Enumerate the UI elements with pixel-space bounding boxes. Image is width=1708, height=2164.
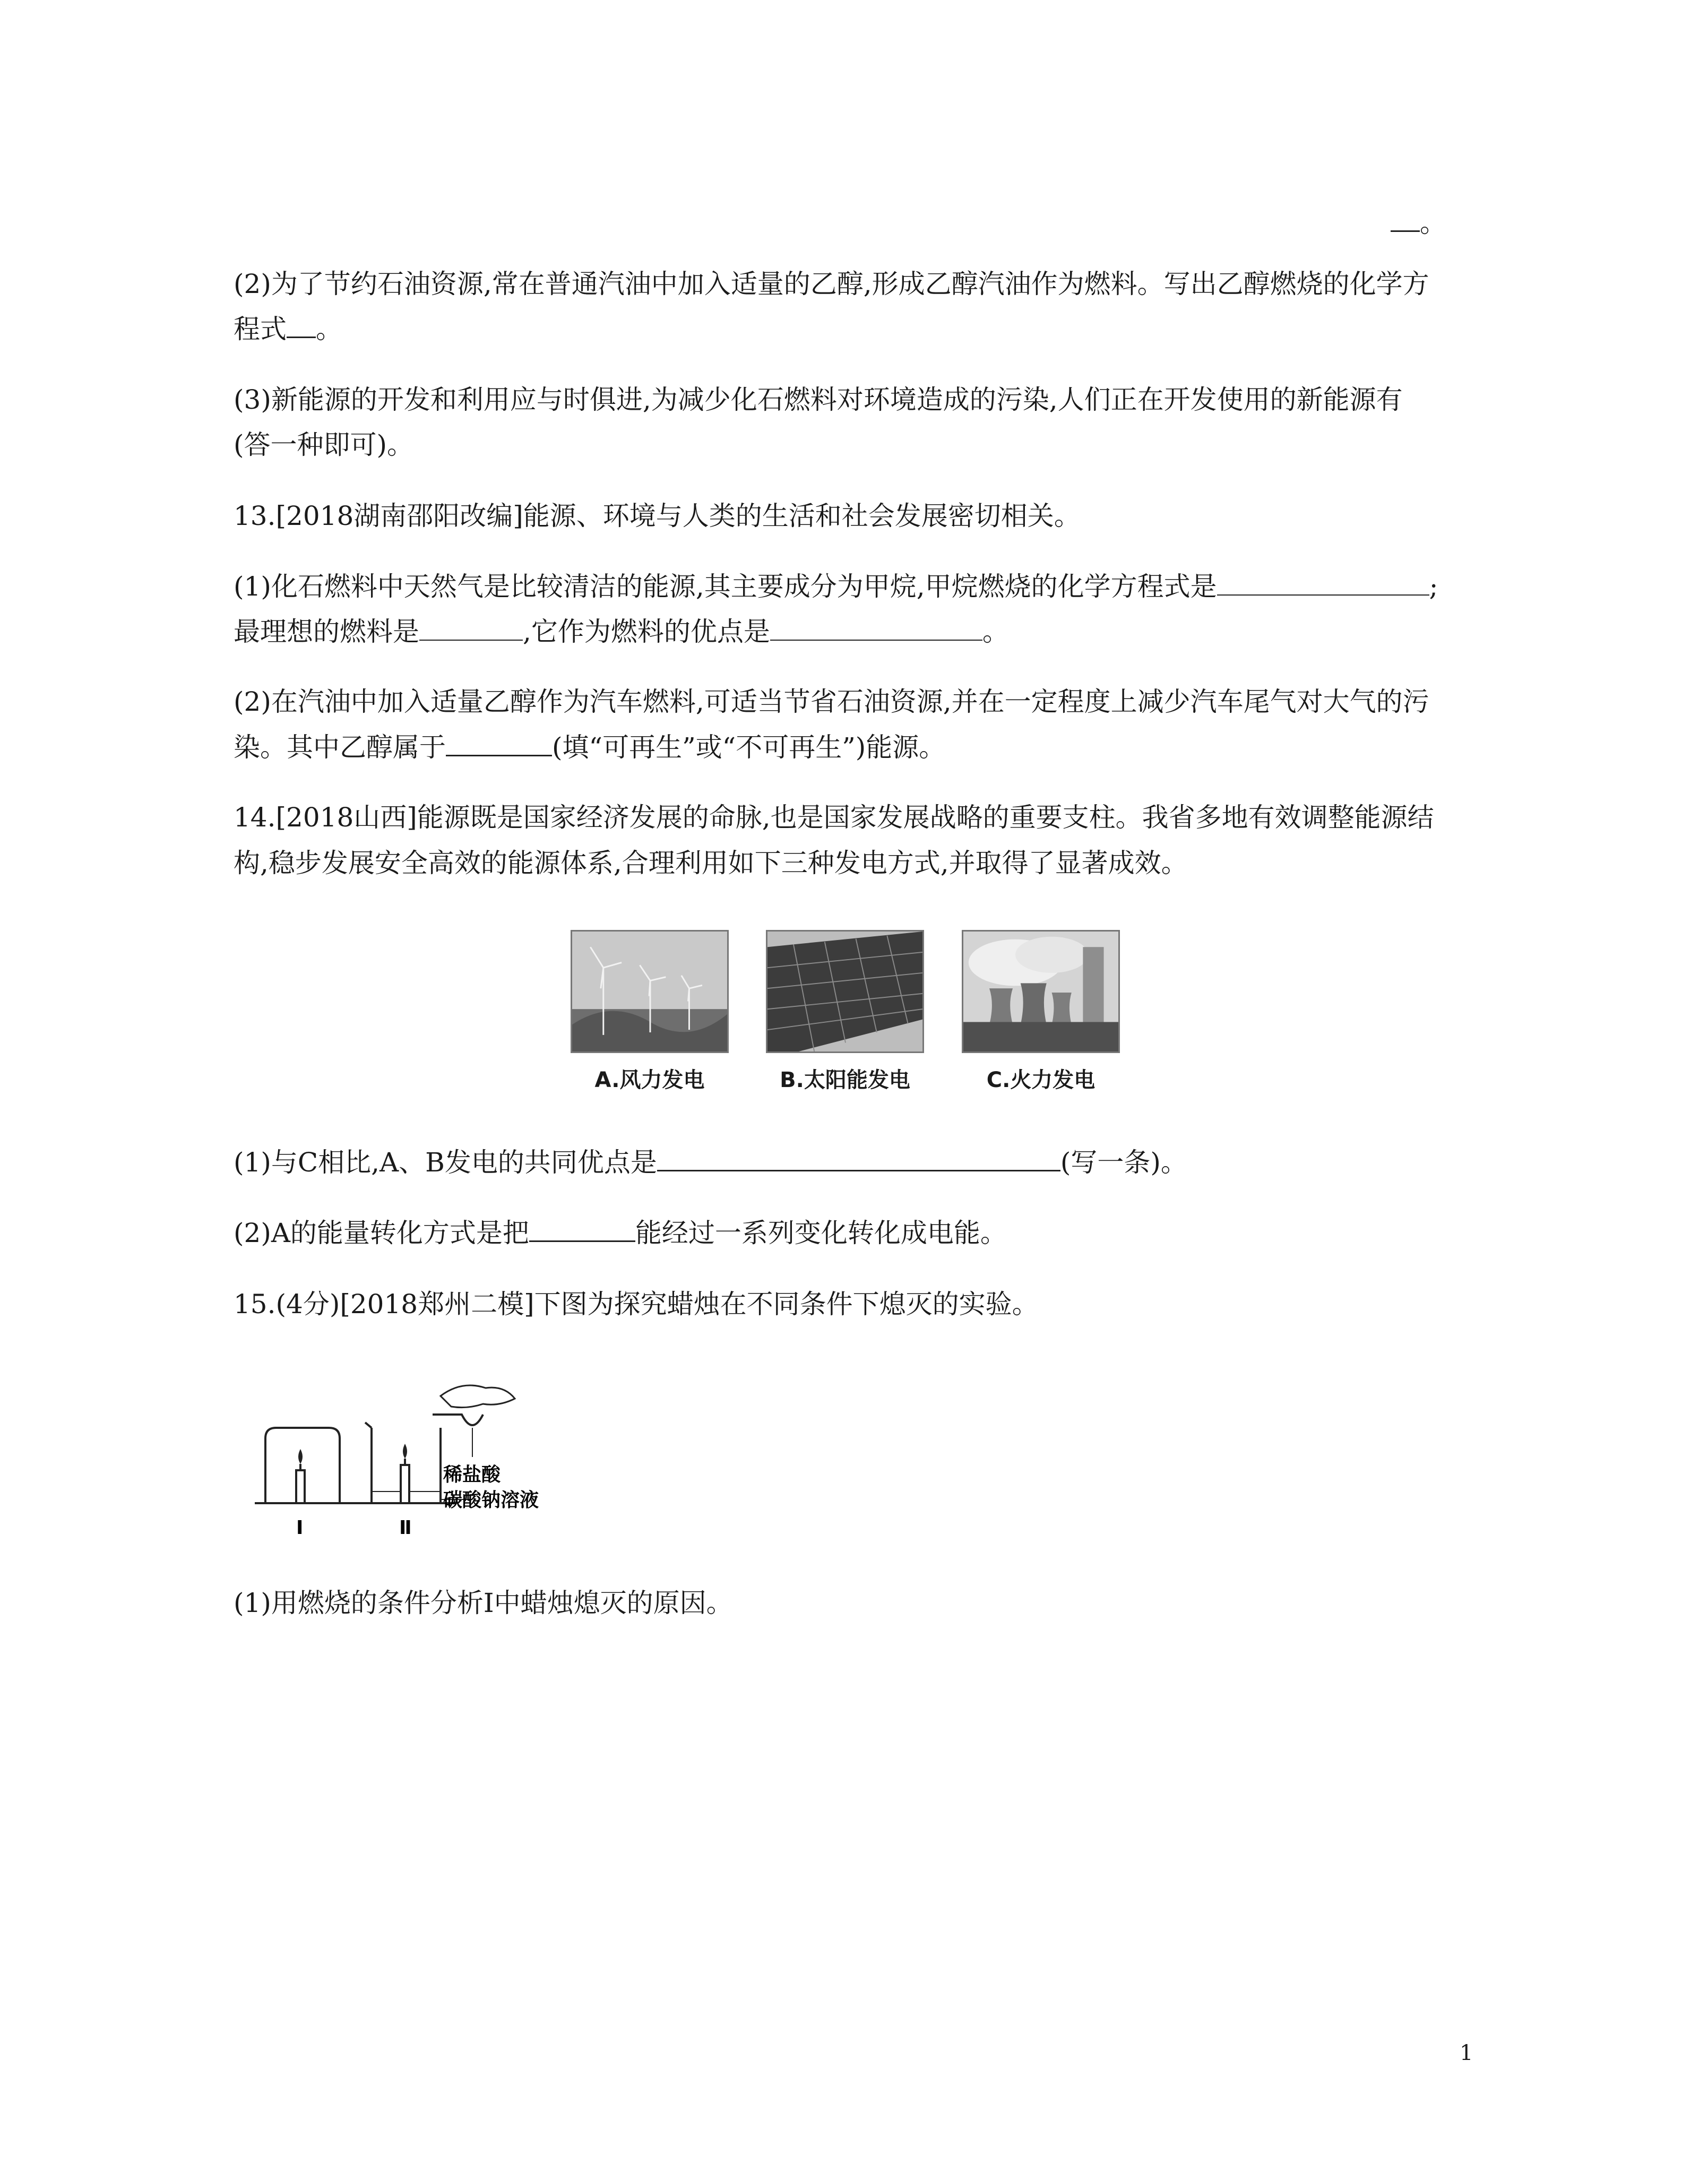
answer-blank[interactable] [287, 313, 316, 338]
flame-icon [298, 1449, 303, 1464]
flame-icon [403, 1444, 407, 1459]
thermal-power-photo [962, 930, 1120, 1053]
page-number: 1 [1460, 2041, 1473, 2065]
q12-part3-line1: (3)新能源的开发和利用应与时俱进,为减少化石燃料对环境造成的污染,人们正在开发使用的新能源有 [234, 384, 1403, 415]
q13-part2-line1: (2)在汽油中加入适量乙醇作为汽车燃料,可适当节省石油资源,并在一定程度上减少汽车尾气对大气的污 [234, 686, 1429, 717]
q15-part1: (1)用燃烧的条件分析I中蜡烛熄灭的原因。 [234, 1588, 733, 1618]
q15-stem: 15.(4分)[2018郑州二模]下图为探究蜡烛在不同条件下熄灭的实验。 [234, 1289, 1039, 1320]
q13-stem: 13.[2018湖南邵阳改编]能源、环境与人类的生活和社会发展密切相关。 [234, 501, 1081, 531]
caption-solar-power: B.太阳能发电 [780, 1068, 910, 1092]
q14-part1: (1)与C相比,A、B发电的共同优点是 (写一条)。 [234, 1147, 1187, 1178]
q12-part2-line2: 程式 。 [234, 314, 342, 344]
caption-thermal-power: C.火力发电 [986, 1068, 1095, 1092]
q14-part2: (2)A的能量转化方式是把 能经过一系列变化转化成电能。 [234, 1218, 1007, 1248]
previous-answer-blank-line: 。 [1391, 207, 1446, 239]
q14-stem-line1: 14.[2018山西]能源既是国家经济发展的命脉,也是国家发展战略的重要支柱。我省多地有效调整能源结 [234, 802, 1434, 833]
label-sodium-carbonate-solution: 碳酸钠溶液 [443, 1489, 539, 1511]
label-beaker-2: Ⅱ [399, 1517, 412, 1539]
label-dilute-hydrochloric-acid: 稀盐酸 [443, 1464, 501, 1486]
q12-part2-line1: (2)为了节约石油资源,常在普通汽油中加入适量的乙醇,形成乙醇汽油作为燃料。写出乙醇燃烧的化学方 [234, 269, 1429, 299]
q12-part3-line2: (答一种即可)。 [234, 429, 414, 460]
answer-blank[interactable] [1217, 571, 1429, 596]
wind-power-photo [571, 930, 729, 1053]
q13-part1-line2: 最理想的燃料是 ,它作为燃料的优点是 。 [234, 616, 1009, 647]
candle-experiment-diagram [249, 1364, 573, 1545]
q13-part2-line2: 染。其中乙醇属于 (填“可再生”或“不可再生”)能源。 [234, 732, 946, 763]
label-beaker-1: I [296, 1517, 304, 1539]
caption-wind-power: A.风力发电 [594, 1068, 705, 1092]
answer-blank[interactable] [419, 616, 523, 641]
answer-blank[interactable] [657, 1146, 1060, 1171]
solar-power-photo [766, 930, 924, 1053]
q13-part1-line1: (1)化石燃料中天然气是比较清洁的能源,其主要成分为甲烷,甲烷燃烧的化学方程式是 ; [234, 571, 1438, 602]
q14-stem-line2: 构,稳步发展安全高效的能源体系,合理利用如下三种发电方式,并取得了显著成效。 [234, 848, 1188, 878]
answer-blank[interactable] [770, 616, 982, 641]
answer-blank[interactable] [529, 1217, 635, 1242]
answer-blank[interactable] [446, 731, 552, 756]
answer-blank[interactable] [1391, 207, 1420, 232]
